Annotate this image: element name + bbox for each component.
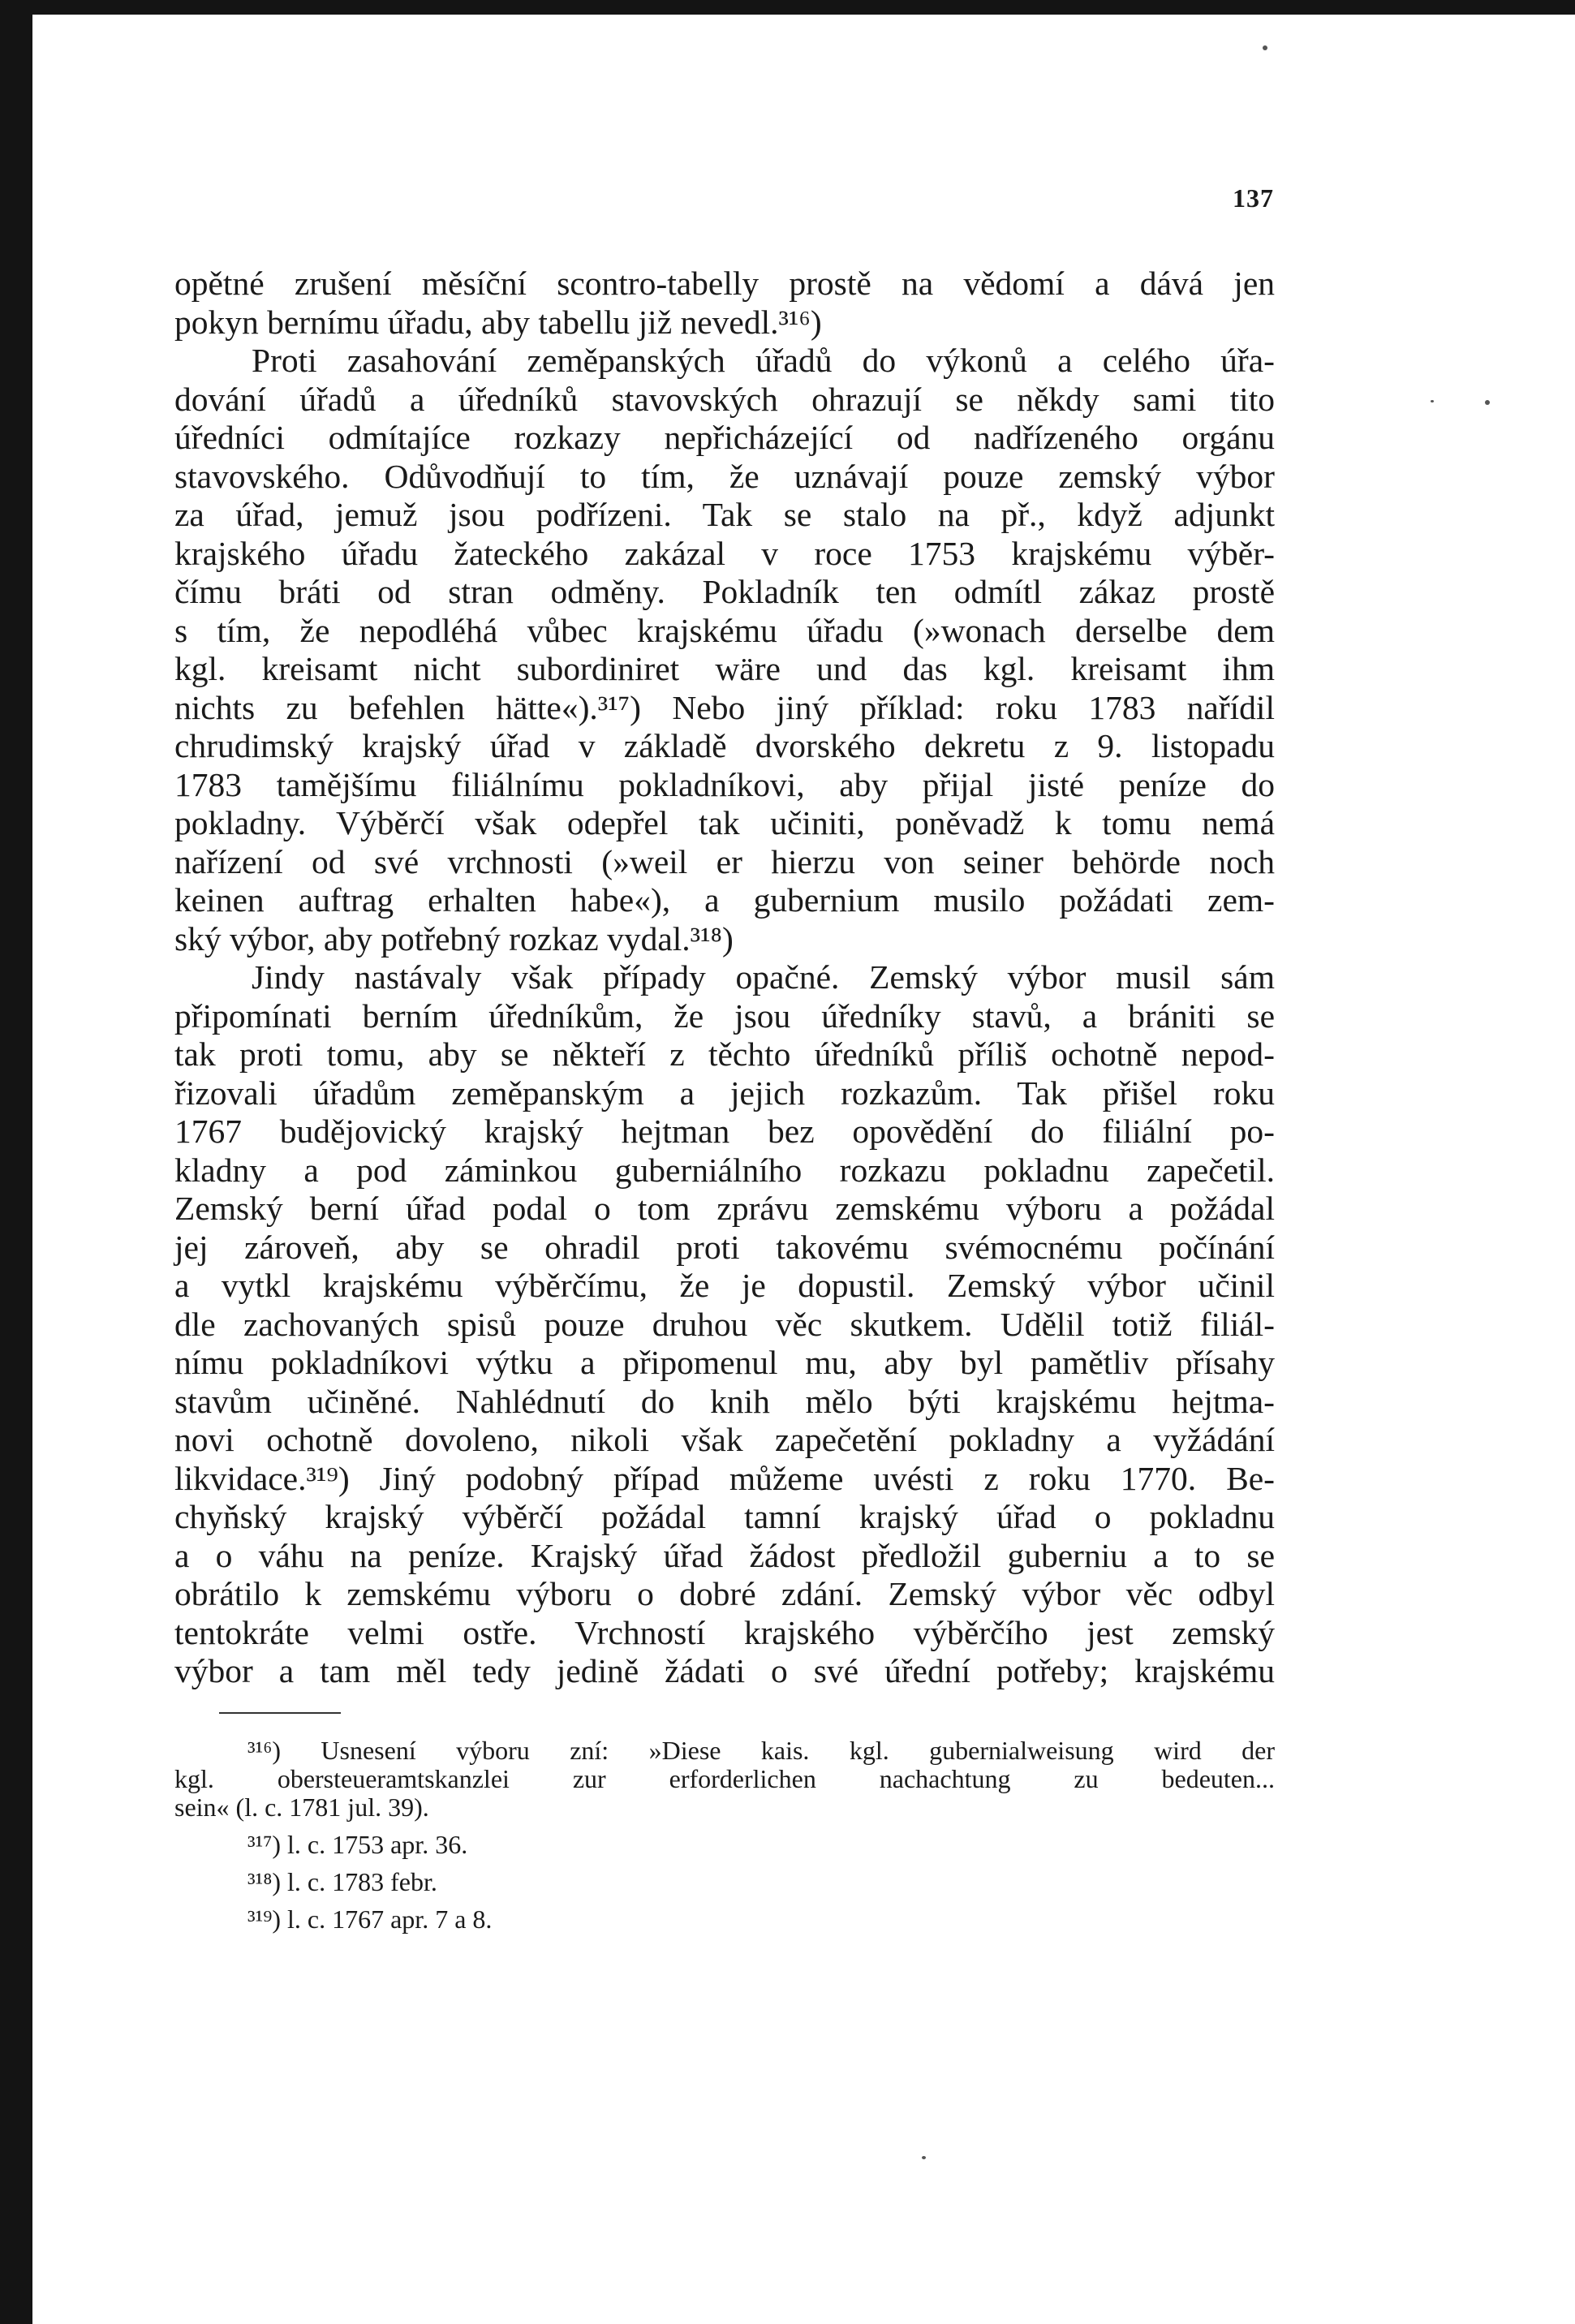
text-line: Jindy nastávaly však případy opačné. Zemský výbor musil sám <box>252 958 1275 996</box>
text-line: za úřad, jemuž jsou podřízeni. Tak se stalo na př., když adjunkt <box>174 496 1275 533</box>
text-line: stavovského. Odůvodňují to tím, že uznávají pouze zemský výbor <box>174 457 1275 495</box>
text-line: Proti zasahování zeměpanských úřadů do výkonů a celého úřa- <box>252 342 1275 379</box>
text-line: krajského úřadu žateckého zakázal v roce 1753 krajskému výběr- <box>174 534 1275 572</box>
text-line: stavům učiněné. Nahlédnutí do knih mělo býti krajskému hejtma- <box>174 1382 1275 1420</box>
text-line: a o váhu na peníze. Krajský úřad žádost předložil guberniu a to se <box>174 1536 1275 1574</box>
text-line: jej zároveň, aby se ohradil proti takovému svémocnému počínání <box>174 1228 1275 1266</box>
text-line: keinen auftrag erhalten habe«), a gubernium musilo požádati zem- <box>174 881 1275 919</box>
text-line: kgl. kreisamt nicht subordiniret wäre und das kgl. kreisamt ihm <box>174 650 1275 687</box>
page-number: 137 <box>1233 183 1274 213</box>
scan-top-border <box>0 0 1575 15</box>
text-line: připomínati berním úředníkům, že jsou úředníky stavů, a brániti se <box>174 996 1275 1035</box>
text-line: chrudimský krajský úřad v základě dvorského dekretu z 9. listopadu <box>174 727 1275 764</box>
text-line: nímu pokladníkovi výtku a připomenul mu, aby byl pamětliv přísahy <box>174 1344 1275 1381</box>
footnote-319: ³¹⁹) l. c. 1767 apr. 7 a 8. <box>247 1904 493 1934</box>
footnote-separator <box>219 1712 341 1714</box>
text-line: úředníci odmítajíce rozkazy nepřicházející od nadřízeného orgánu <box>174 419 1275 456</box>
scan-speck <box>1485 400 1490 405</box>
scan-speck <box>1263 45 1267 50</box>
text-line: 1783 tamějšímu filiálnímu pokladníkovi, aby přijal jisté peníze do <box>174 765 1275 803</box>
text-line: dle zachovaných spisů pouze druhou věc skutkem. Udělil totiž filiál- <box>174 1305 1275 1343</box>
body-text <box>174 265 1275 1691</box>
footnote-316-cont: kgl. obersteueramtskanzlei zur erforderlichen nachachtung zu bedeuten... <box>174 1764 1275 1793</box>
text-line: řizovali úřadům zeměpanským a jejich rozkazům. Tak přišel roku <box>174 1074 1275 1112</box>
footnote-318: ³¹⁸) l. c. 1783 febr. <box>247 1867 437 1896</box>
text-line: 1767 budějovický krajský hejtman bez opovědění do filiální po- <box>174 1113 1275 1150</box>
footnotes <box>174 1737 1275 1934</box>
scan-speck <box>1431 400 1434 402</box>
text-line: kladny a pod záminkou guberniálního rozkazu pokladnu zapečetil. <box>174 1151 1275 1189</box>
text-line: chyňský krajský výběrčí požádal tamní krajský úřad o pokladnu <box>174 1498 1275 1535</box>
text-line: dování úřadů a úředníků stavovských ohrazují se někdy sami tito <box>174 380 1275 418</box>
text-line: likvidace.³¹⁹) Jiný podobný případ můžeme uvésti z roku 1770. Be- <box>174 1459 1275 1497</box>
text-line: nichts zu befehlen hätte«).³¹⁷) Nebo jiný příklad: roku 1783 nařídil <box>174 688 1275 726</box>
text-line: s tím, že nepodléhá vůbec krajskému úřadu (»wonach derselbe dem <box>174 611 1275 649</box>
text-line: tak proti tomu, aby se někteří z těchto úředníků příliš ochotně nepod- <box>174 1035 1275 1073</box>
scan-speck <box>922 2156 926 2159</box>
footnote-316: ³¹⁶) Usnesení výboru zní: »Diese kais. kgl. gubernialweisung wird der <box>247 1736 1275 1765</box>
text-line: a vytkl krajskému výběrčímu, že je dopustil. Zemský výbor učinil <box>174 1267 1275 1304</box>
text-line: čímu bráti od stran odměny. Pokladník ten odmítl zákaz prostě <box>174 573 1275 610</box>
footnote-316-end: sein« (l. c. 1781 jul. 39). <box>174 1792 429 1822</box>
text-line: Zemský berní úřad podal o tom zprávu zemskému výboru a požádal <box>174 1190 1275 1227</box>
text-line: novi ochotně dovoleno, nikoli však zapečetění pokladny a vyžádání <box>174 1421 1275 1458</box>
text-line: ský výbor, aby potřebný rozkaz vydal.³¹⁸) <box>174 919 734 958</box>
text-line: pokladny. Výběrčí však odepřel tak učiniti, poněvadž k tomu nemá <box>174 804 1275 841</box>
text-line: výbor a tam měl tedy jedině žádati o své úřední potřeby; krajskému <box>174 1652 1275 1689</box>
footnote-317: ³¹⁷) l. c. 1753 apr. 36. <box>247 1830 468 1859</box>
text-line: pokyn bernímu úřadu, aby tabellu již nevedl.³¹⁶) <box>174 303 822 341</box>
scan-left-border <box>0 0 32 2324</box>
text-line: obrátilo k zemskému výboru o dobré zdání. Zemský výbor věc odbyl <box>174 1575 1275 1612</box>
text-line: opětné zrušení měsíční scontro-tabelly prostě na vědomí a dává jen <box>174 265 1275 302</box>
text-line: nařízení od své vrchnosti (»weil er hierzu von seiner behörde noch <box>174 842 1275 880</box>
text-line: tentokráte velmi ostře. Vrchností krajského výběrčího jest zemský <box>174 1613 1275 1651</box>
